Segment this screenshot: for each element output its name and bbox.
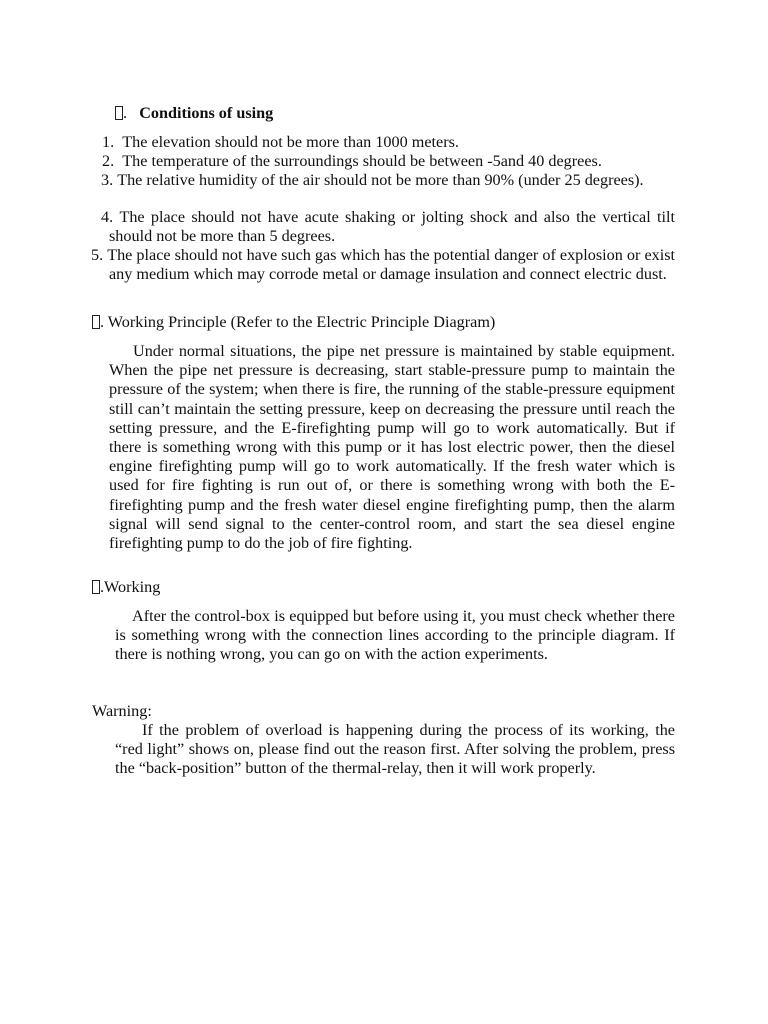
list-item-number: 3. (101, 171, 114, 189)
list-item-text: The place should not have acute shaking or jolting shock and also the vertical tilt should not be more than 5 degrees. (109, 208, 675, 246)
list-item-number: 2. (102, 152, 115, 170)
list-item-number: 1. (102, 133, 115, 151)
working-principle-paragraph: Under normal situations, the pipe net pressure is maintained by stable equipment. When the pipe net pressure is decreasing, start stable-pressure pump to maintain the pressure of the system; when there is fire, the running of the stable-pressure equipment still can’t maintain the setting pressure, keep on decreasing the pressure until reach the setting pressure, and the E-firefighting pump will go to work automatically. But if there is something wrong with this pump or it has lost electric power, then the diesel engine firefighting pump will go to work automatically. If the fresh water which is used for fire fighting is run out of, or there is something wrong with both the E-firefighting pump and the fresh water diesel engine firefighting pump, then the alarm signal will send signal to the center-control room, and start the sea diesel engine firefighting pump to do the job of fire fighting. (109, 342, 675, 553)
list-item-text: The elevation should not be more than 1000 meters. (122, 133, 459, 151)
list-item-text: The relative humidity of the air should not be more than 90% (under 25 degrees). (117, 171, 644, 189)
list-item (91, 246, 676, 284)
section-marker-icon (115, 106, 123, 120)
section-heading-working-principle (92, 313, 495, 332)
section-title: Conditions of using (139, 104, 274, 122)
list-item-text: The temperature of the surroundings should be between -5and 40 degrees. (122, 152, 602, 170)
list-item (102, 152, 602, 171)
section-marker-icon (92, 580, 100, 594)
section-marker-icon (92, 315, 100, 329)
list-item-text: The place should not have such gas which has the potential danger of explosion or exist any medium which may corrode metal or damage insulation and connect electric dust. (107, 246, 676, 284)
section-heading-working (92, 578, 160, 597)
list-item (101, 208, 675, 246)
section-heading-conditions: . Conditions of using (115, 104, 273, 123)
list-item-number: 4. (101, 208, 114, 226)
list-item (101, 171, 701, 190)
list-item-number: 5. (91, 246, 104, 264)
warning-label: Warning: (92, 702, 152, 720)
section-title: . Working Principle (Refer to the Electric Principle Diagram) (100, 313, 496, 331)
list-item (102, 133, 459, 152)
section-title: .Working (100, 578, 161, 596)
warning-paragraph: If the problem of overload is happening during the process of its working, the “red light” shows on, please find out the reason first. After solving the problem, press the “back-position” button of the thermal-relay, then it will work properly. (115, 721, 675, 778)
working-paragraph: After the control-box is equipped but before using it, you must check whether there is something wrong with the connection lines according to the principle diagram. If there is nothing wrong, you can go on with the action experiments. (115, 607, 675, 664)
